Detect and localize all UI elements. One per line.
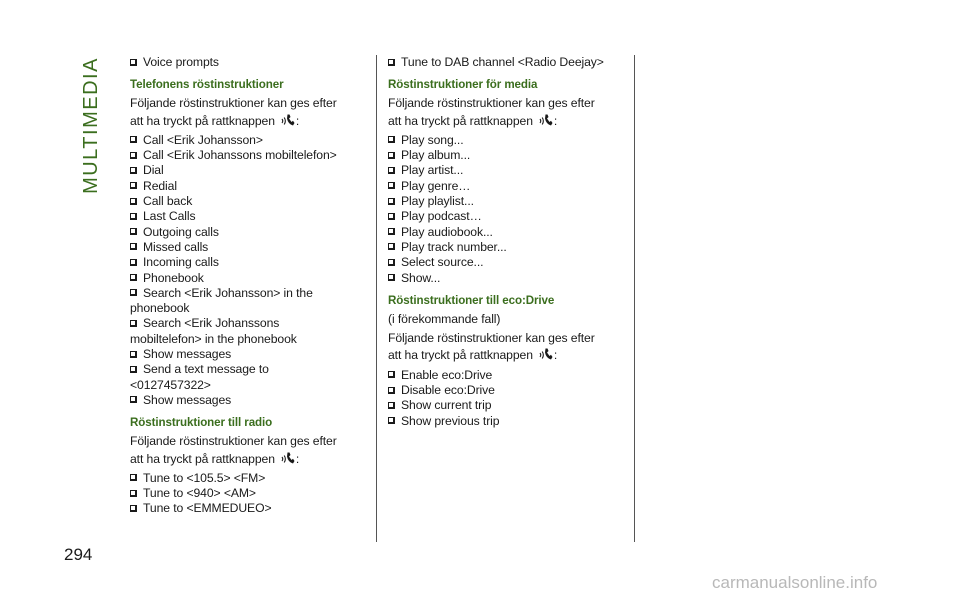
checkbox-bullet-icon	[130, 274, 137, 281]
list-item: Enable eco:Drive	[388, 368, 624, 383]
list-item: Play podcast…	[388, 209, 624, 224]
section-side-label	[66, 56, 116, 194]
list-item: Phonebook	[130, 271, 366, 286]
list-item: Search <Erik Johansson> in the	[130, 286, 366, 301]
checkbox-bullet-icon	[388, 259, 395, 266]
list-item: Last Calls	[130, 209, 366, 224]
checkbox-bullet-icon	[130, 213, 137, 220]
section-heading-phone: Telefonens röstinstruktioner	[130, 78, 284, 92]
checkbox-bullet-icon	[130, 182, 137, 189]
list-item-continuation: phonebook	[130, 301, 190, 316]
list-item: Tune to <940> <AM>	[130, 486, 366, 501]
checkbox-bullet-icon	[388, 274, 395, 281]
checkbox-bullet-icon	[130, 152, 137, 159]
list-item: Call <Erik Johansson>	[130, 133, 366, 148]
checkbox-bullet-icon	[130, 366, 137, 373]
checkbox-bullet-icon	[388, 152, 395, 159]
list-item: Show messages	[130, 393, 366, 408]
checkbox-bullet-icon	[130, 136, 137, 143]
checkbox-bullet-icon	[130, 351, 137, 358]
checkbox-bullet-icon	[130, 505, 137, 512]
section-heading-ecodrive: Röstinstruktioner till eco:Drive	[388, 293, 555, 307]
list-item: Send a text message to	[130, 362, 366, 377]
checkbox-bullet-icon	[388, 243, 395, 250]
list-item: Dial	[130, 163, 366, 178]
checkbox-bullet-icon	[130, 490, 137, 497]
checkbox-bullet-icon	[130, 259, 137, 266]
section-heading-radio: Röstinstruktioner till radio	[130, 416, 273, 430]
list-item: Play playlist...	[388, 194, 624, 209]
voice-command-icon	[537, 346, 553, 362]
list-item: Outgoing calls	[130, 225, 366, 240]
list-item: Incoming calls	[130, 255, 366, 270]
checkbox-bullet-icon	[388, 417, 395, 424]
checkbox-bullet-icon	[388, 371, 395, 378]
section-intro: Följande röstinstruktioner kan ges efter att ha tryckt på rattknappen :	[388, 331, 595, 363]
column-right	[388, 55, 624, 429]
section-intro: Följande röstinstruktioner kan ges efter att ha tryckt på rattknappen :	[388, 96, 595, 128]
checkbox-bullet-icon	[388, 198, 395, 205]
list-item: Show current trip	[388, 398, 624, 413]
voice-command-icon	[279, 450, 295, 466]
checkbox-bullet-icon	[130, 198, 137, 205]
list-item: Tune to DAB channel <Radio Deejay>	[388, 55, 624, 70]
list-item-continuation: <0127457322>	[130, 377, 211, 392]
list-item: Play track number...	[388, 240, 624, 255]
list-item: Play audiobook...	[388, 225, 624, 240]
checkbox-bullet-icon	[388, 213, 395, 220]
list-item: Play song...	[388, 133, 624, 148]
checkbox-bullet-icon	[388, 136, 395, 143]
list-item: Select source...	[388, 255, 624, 270]
column-divider	[376, 55, 377, 542]
section-side-label-text: MULTIMEDIA	[79, 56, 102, 194]
footer-watermark: carmanualsonline.info	[712, 573, 878, 592]
list-item: Play genre…	[388, 179, 624, 194]
checkbox-bullet-icon	[130, 228, 137, 235]
list-item: Call back	[130, 194, 366, 209]
list-item: Redial	[130, 179, 366, 194]
list-item: Search <Erik Johanssons	[130, 316, 366, 331]
checkbox-bullet-icon	[388, 228, 395, 235]
checkbox-bullet-icon	[130, 474, 137, 481]
checkbox-bullet-icon	[130, 243, 137, 250]
section-heading-media: Röstinstruktioner för media	[388, 78, 538, 92]
checkbox-bullet-icon	[388, 167, 395, 174]
section-intro: Följande röstinstruktioner kan ges efter att ha tryckt på rattknappen :	[130, 96, 337, 128]
section-note: (i förekommande fall)	[388, 311, 501, 326]
checkbox-bullet-icon	[130, 289, 137, 296]
checkbox-bullet-icon	[130, 167, 137, 174]
list-item-continuation: mobiltelefon> in the phonebook	[130, 331, 297, 346]
list-item: Play album...	[388, 148, 624, 163]
list-item: Tune to <105.5> <FM>	[130, 471, 366, 486]
list-item: Show...	[388, 271, 624, 286]
list-item: Disable eco:Drive	[388, 383, 624, 398]
list-item: Tune to <EMMEDUEO>	[130, 501, 366, 516]
voice-command-icon	[279, 112, 295, 128]
list-item: Play artist...	[388, 163, 624, 178]
list-item: Show previous trip	[388, 414, 624, 429]
list-item: Voice prompts	[130, 55, 366, 70]
checkbox-bullet-icon	[388, 402, 395, 409]
page-number: 294	[64, 545, 93, 564]
checkbox-bullet-icon	[130, 59, 137, 66]
checkbox-bullet-icon	[388, 387, 395, 394]
column-left	[130, 55, 366, 517]
voice-command-icon	[537, 112, 553, 128]
column-divider	[634, 55, 635, 542]
section-intro: Följande röstinstruktioner kan ges efter att ha tryckt på rattknappen :	[130, 434, 337, 466]
checkbox-bullet-icon	[130, 320, 137, 327]
checkbox-bullet-icon	[388, 59, 395, 66]
list-item: Show messages	[130, 347, 366, 362]
checkbox-bullet-icon	[130, 396, 137, 403]
checkbox-bullet-icon	[388, 182, 395, 189]
list-item: Call <Erik Johanssons mobiltelefon>	[130, 148, 366, 163]
list-item: Missed calls	[130, 240, 366, 255]
